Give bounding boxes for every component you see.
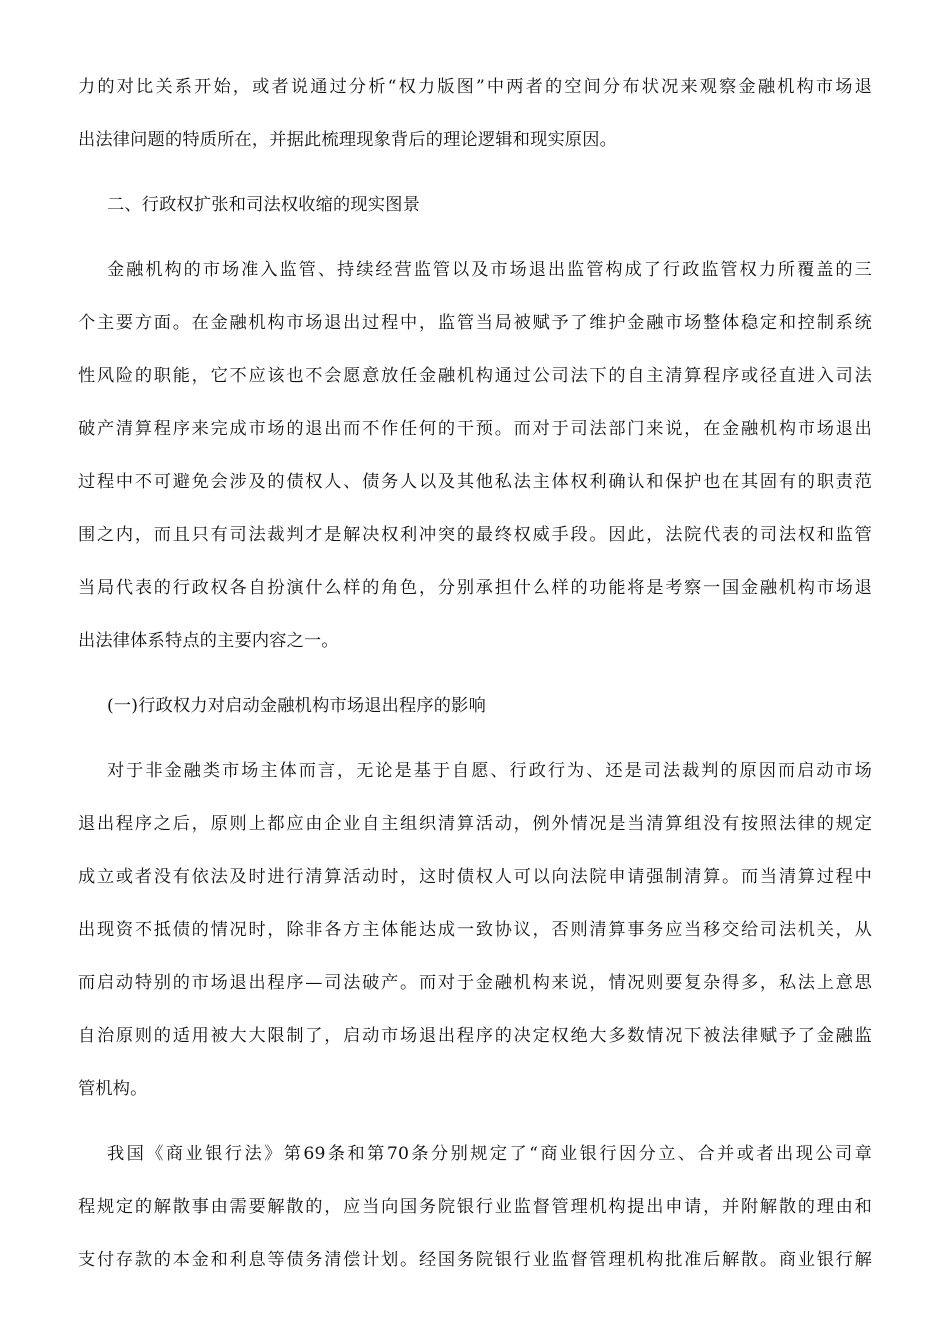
paragraph-line: 破产清算程序来完成市场的退出而不作任何的干预。而对于司法部门来说，在金融机构市场退出 (78, 419, 872, 439)
paragraph-line: 过程中不可避免会涉及的债权人、债务人以及其他私法主体权利确认和保护也在其固有的职责范 (78, 472, 872, 492)
paragraph-line: 出法律体系特点的主要内容之一。 (78, 631, 339, 651)
paragraph-line: 出现资不抵债的情况时，除非各方主体能达成一致协议，否则清算事务应当移交给司法机关，从 (78, 920, 872, 940)
paragraph-line: 而启动特别的市场退出程序—司法破产。而对于金融机构来说，情况则要复杂得多，私法上意思 (78, 973, 872, 993)
paragraph-line: 对于非金融类市场主体而言，无论是基于自愿、行政行为、还是司法裁判的原因而启动市场 (107, 761, 872, 781)
subsection-heading: (一)行政权力对启动金融机构市场退出程序的影响 (107, 696, 486, 716)
paragraph-line: 自治原则的适用被大大限制了，启动市场退出程序的决定权绝大多数情况下被法律赋予了金融监 (78, 1026, 872, 1046)
paragraph-line: 支付存款的本金和利息等债务清偿计划。经国务院银行业监督管理机构批准后解散。商业银行解 (78, 1250, 872, 1270)
paragraph-line: 力的对比关系开始，或者说通过分析“权力版图”中两者的空间分布状况来观察金融机构市场退 (78, 77, 872, 97)
paragraph-line: 金融机构的市场准入监管、持续经营监管以及市场退出监管构成了行政监管权力所覆盖的三 (107, 260, 872, 280)
paragraph-line: 我国《商业银行法》第69条和第70条分别规定了“商业银行因分立、合并或者出现公司章 (107, 1144, 872, 1164)
paragraph-line: 个主要方面。在金融机构市场退出过程中，监管当局被赋予了维护金融市场整体稳定和控制系统 (78, 313, 872, 333)
section-heading: 二、行政权扩张和司法权收缩的现实图景 (107, 195, 420, 215)
paragraph-line: 围之内，而且只有司法裁判才是解决权利冲突的最终权威手段。因此，法院代表的司法权和监管 (78, 525, 872, 545)
paragraph-line: 管机构。 (78, 1079, 148, 1099)
paragraph-line: 性风险的职能，它不应该也不会愿意放任金融机构通过公司法下的自主清算程序或径直进入司法 (78, 366, 872, 386)
paragraph-line: 当局代表的行政权各自扮演什么样的角色，分别承担什么样的功能将是考察一国金融机构市场退 (78, 578, 872, 598)
paragraph-line: 出法律问题的特质所在，并据此梳理现象背后的理论逻辑和现实原因。 (78, 130, 618, 150)
paragraph-line: 程规定的解散事由需要解散的，应当向国务院银行业监督管理机构提出申请，并附解散的理由和 (78, 1197, 872, 1217)
paragraph-line: 成立或者没有依法及时进行清算活动时，这时债权人可以向法院申请强制清算。而当清算过程中 (78, 867, 872, 887)
paragraph-line: 退出程序之后，原则上都应由企业自主组织清算活动，例外情况是当清算组没有按照法律的规定 (78, 814, 872, 834)
